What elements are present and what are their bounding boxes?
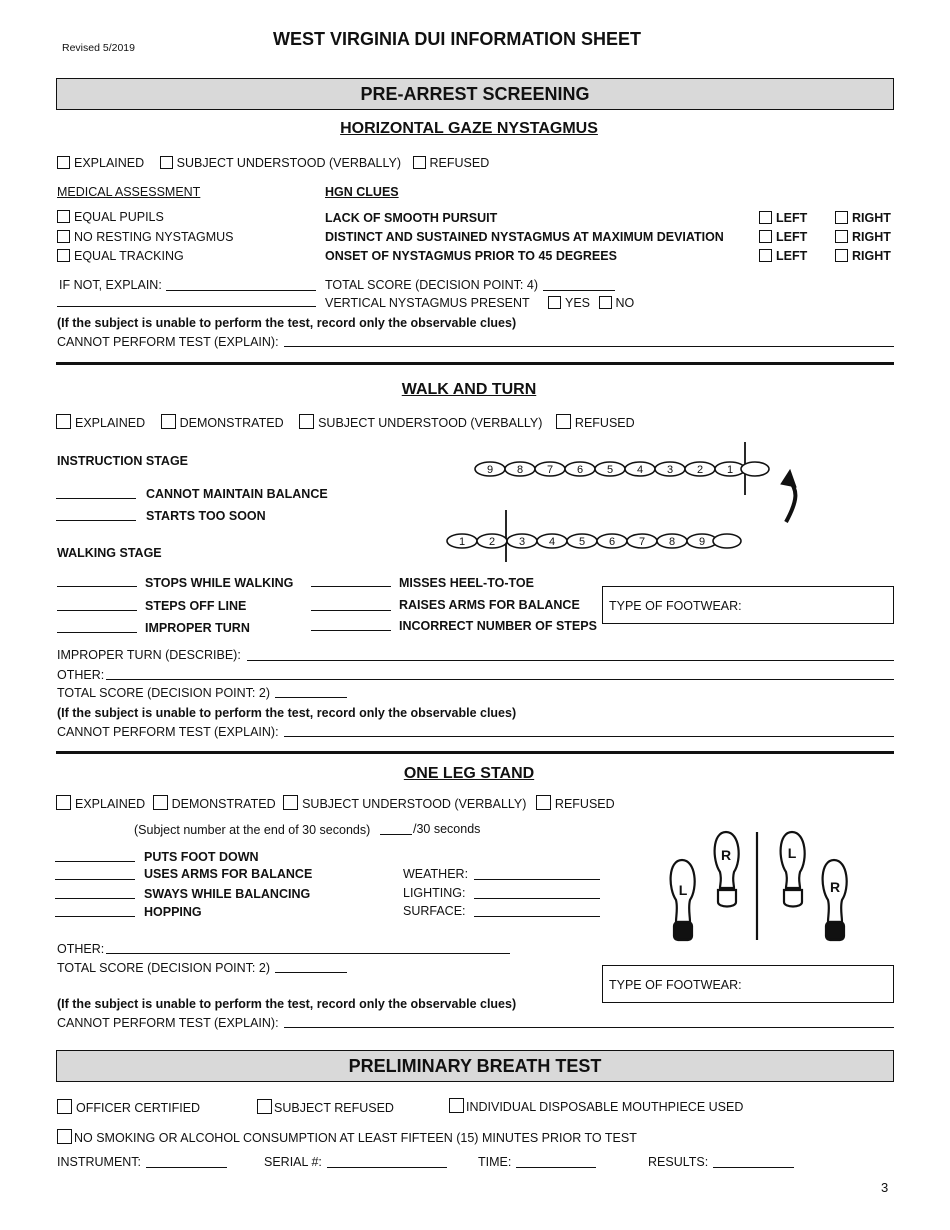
footstep-number: 3 [518, 536, 526, 548]
yes-label: YES [565, 296, 591, 310]
clue-label: RAISES ARMS FOR BALANCE [399, 598, 580, 612]
medical-item-label: EQUAL TRACKING [74, 249, 184, 263]
ols-checks [56, 795, 615, 811]
time-field[interactable] [516, 1167, 596, 1168]
hgn-note: (If the subject is unable to perform the test, record only the observable clues) [57, 316, 517, 330]
foot-left-2-heel [784, 890, 802, 907]
wat-title: WALK AND TURN [401, 381, 537, 398]
subject-refused-checkbox[interactable] [257, 1099, 272, 1114]
if-not-explain-line[interactable] [166, 290, 316, 291]
equal-pupils-checkbox[interactable] [57, 210, 70, 223]
clue-field[interactable] [55, 916, 135, 917]
wat-cannot-field[interactable] [284, 736, 894, 737]
no-smoking-checkbox[interactable] [57, 1129, 72, 1144]
one-leg-stand-diagram [660, 828, 860, 944]
foot-letter: R [829, 879, 841, 895]
results-label: RESULTS: [648, 1155, 709, 1169]
footstep-number: 4 [548, 536, 556, 548]
clue-field[interactable] [56, 520, 136, 521]
footstep-number: 8 [516, 464, 524, 476]
clue-label: CANNOT MAINTAIN BALANCE [146, 487, 328, 501]
right-checkbox[interactable] [835, 230, 848, 243]
ols-understood-checkbox[interactable] [283, 795, 298, 810]
ols-total-score-label: TOTAL SCORE (DECISION POINT: 2) [57, 961, 270, 975]
clue-field[interactable] [55, 861, 135, 862]
footwear-label: TYPE OF FOOTWEAR: [609, 599, 742, 613]
pbt-check [57, 1129, 637, 1145]
hgn-cannot-label: CANNOT PERFORM TEST (EXPLAIN): [57, 335, 279, 349]
wat-understood-checkbox[interactable] [299, 414, 314, 429]
vertical-nystagmus-label: VERTICAL NYSTAGMUS PRESENT [325, 296, 530, 310]
pbt-check [57, 1099, 200, 1115]
weather-field[interactable] [474, 879, 600, 880]
medical-item [57, 210, 164, 224]
pbt-check [449, 1098, 743, 1114]
hgn-total-score-label: TOTAL SCORE (DECISION POINT: 4) [325, 278, 538, 292]
equal-tracking-checkbox[interactable] [57, 249, 70, 262]
medical-assessment-label: MEDICAL ASSESSMENT [57, 185, 201, 199]
hgn-clue: ONSET OF NYSTAGMUS PRIOR TO 45 DEGREES [325, 249, 617, 263]
instruction-stage-label: INSTRUCTION STAGE [57, 454, 189, 468]
improper-turn-label: IMPROPER TURN (DESCRIBE): [57, 648, 241, 662]
wat-other-label: OTHER: [57, 668, 105, 682]
steps-bottom [447, 534, 741, 548]
ols-check-label: REFUSED [554, 797, 615, 811]
clue-label: STARTS TOO SOON [146, 509, 266, 523]
clue-label: SWAYS WHILE BALANCING [144, 887, 311, 901]
wat-check-label: DEMONSTRATED [179, 416, 284, 430]
hgn-lr-row [759, 211, 807, 225]
clue-label: MISSES HEEL-TO-TOE [399, 576, 534, 590]
footstep-number: 7 [546, 464, 554, 476]
right-label: RIGHT [852, 211, 891, 225]
ols-other-field[interactable] [106, 953, 510, 954]
hgn-checks [57, 156, 489, 170]
wat-refused-checkbox[interactable] [556, 414, 571, 429]
foot-letter: L [787, 845, 797, 861]
footstep-number: 1 [458, 536, 466, 548]
footstep-number: 6 [576, 464, 584, 476]
footstep-number: 8 [668, 536, 676, 548]
wat-check-label: EXPLAINED [75, 416, 146, 430]
left-checkbox[interactable] [759, 211, 772, 224]
medical-item [57, 249, 184, 263]
revised-date: Revised 5/2019 [62, 42, 135, 54]
footwear-label: TYPE OF FOOTWEAR: [609, 978, 742, 992]
pbt-check-label: SUBJECT REFUSED [274, 1101, 394, 1115]
clue-field[interactable] [311, 630, 391, 631]
pbt-check-label: OFFICER CERTIFIED [76, 1101, 201, 1115]
steps-top [475, 462, 769, 476]
left-label: LEFT [776, 249, 808, 263]
hgn-clue: LACK OF SMOOTH PURSUIT [325, 211, 498, 225]
wat-cannot-label: CANNOT PERFORM TEST (EXPLAIN): [57, 725, 279, 739]
wat-demonstrated-checkbox[interactable] [161, 414, 176, 429]
hgn-refused-checkbox[interactable] [413, 156, 426, 169]
page-title: WEST VIRGINIA DUI INFORMATION SHEET [273, 29, 641, 49]
vertical-yes-no [548, 296, 634, 310]
footstep-number: 9 [486, 464, 494, 476]
surface-label: SURFACE: [403, 904, 466, 918]
hgn-title: HORIZONTAL GAZE NYSTAGMUS [340, 120, 598, 137]
page-number: 3 [881, 1180, 889, 1195]
clue-label: IMPROPER TURN [145, 621, 250, 635]
footstep-number: 9 [698, 536, 706, 548]
mouthpiece-checkbox[interactable] [449, 1098, 464, 1113]
vertical-yes-checkbox[interactable] [548, 296, 561, 309]
clue-field[interactable] [311, 586, 391, 587]
pbt-check-label: NO SMOKING OR ALCOHOL CONSUMPTION AT LEAST FIFTEEN (15) MINUTES PRIOR TO TEST [74, 1131, 637, 1145]
footstep-number: 5 [606, 464, 614, 476]
clue-label: USES ARMS FOR BALANCE [144, 867, 313, 881]
medical-item [57, 230, 234, 244]
ols-check-label: EXPLAINED [75, 797, 146, 811]
hgn-lr-row [835, 249, 891, 263]
clue-label: INCORRECT NUMBER OF STEPS [399, 619, 597, 633]
hgn-check-label: SUBJECT UNDERSTOOD (VERBALLY) [176, 156, 402, 170]
ols-total-score-field[interactable] [275, 972, 347, 973]
footstep-number: 1 [726, 464, 734, 476]
clue-field[interactable] [56, 498, 136, 499]
lighting-field[interactable] [474, 898, 600, 899]
improper-turn-field[interactable] [247, 660, 894, 661]
ols-note: (If the subject is unable to perform the test, record only the observable clues) [57, 997, 517, 1011]
footstep-number: 6 [608, 536, 616, 548]
foot-letter: L [678, 882, 688, 898]
hgn-explained-checkbox[interactable] [57, 156, 70, 169]
results-field[interactable] [713, 1167, 794, 1168]
clue-label: STEPS OFF LINE [145, 599, 247, 613]
section-divider [56, 751, 894, 754]
right-checkbox[interactable] [835, 249, 848, 262]
footstep-turn [713, 534, 741, 548]
pbt-band [56, 1050, 894, 1082]
ols-check-label: SUBJECT UNDERSTOOD (VERBALLY) [302, 797, 527, 811]
subject-number-label: (Subject number at the end of 30 seconds) [134, 823, 371, 837]
hgn-lr-row [835, 230, 891, 244]
ols-explained-checkbox[interactable] [56, 795, 71, 810]
vertical-no-checkbox[interactable] [599, 296, 612, 309]
hgn-lr-row [759, 249, 807, 263]
pre-arrest-band [56, 78, 894, 110]
foot-right-2-heel [826, 922, 844, 940]
wat-explained-checkbox[interactable] [56, 414, 71, 429]
if-not-explain-label: IF NOT, EXPLAIN: [59, 278, 162, 292]
right-label: RIGHT [852, 230, 891, 244]
wat-other-field[interactable] [106, 679, 894, 680]
left-checkbox[interactable] [759, 249, 772, 262]
clue-label: STOPS WHILE WALKING [145, 576, 294, 590]
no-resting-nystagmus-checkbox[interactable] [57, 230, 70, 243]
instrument-label: INSTRUMENT: [57, 1155, 142, 1169]
ols-cannot-label: CANNOT PERFORM TEST (EXPLAIN): [57, 1016, 279, 1030]
time-label: TIME: [478, 1155, 512, 1169]
footstep-number: 4 [636, 464, 644, 476]
officer-certified-checkbox[interactable] [57, 1099, 72, 1114]
hgn-total-score-field[interactable] [543, 290, 615, 291]
wat-check-label: SUBJECT UNDERSTOOD (VERBALLY) [318, 416, 543, 430]
clue-field[interactable] [55, 879, 135, 880]
hgn-check-label: EXPLAINED [74, 156, 145, 170]
pbt-title: PRELIMINARY BREATH TEST [348, 1056, 602, 1076]
clue-field[interactable] [57, 632, 137, 633]
footstep-number: 5 [578, 536, 586, 548]
clue-label: HOPPING [144, 905, 202, 919]
wat-check-label: REFUSED [574, 416, 635, 430]
pre-arrest-title: PRE-ARREST SCREENING [360, 84, 590, 104]
clue-field[interactable] [57, 610, 137, 611]
medical-item-label: EQUAL PUPILS [74, 210, 164, 224]
clue-label: PUTS FOOT DOWN [144, 850, 259, 864]
ols-title: ONE LEG STAND [403, 765, 535, 782]
clue-field[interactable] [311, 610, 391, 611]
footstep-turn [741, 462, 769, 476]
footstep-number: 7 [638, 536, 646, 548]
weather-label: WEATHER: [403, 867, 469, 881]
instrument-field[interactable] [146, 1167, 227, 1168]
hgn-cannot-field[interactable] [284, 346, 894, 347]
medical-item-label: NO RESTING NYSTAGMUS [74, 230, 234, 244]
foot-letter: R [720, 847, 732, 863]
left-label: LEFT [776, 230, 808, 244]
lighting-label: LIGHTING: [403, 886, 466, 900]
walking-stage-label: WALKING STAGE [57, 546, 162, 560]
section-divider [56, 362, 894, 365]
footstep-number: 3 [666, 464, 674, 476]
hgn-clues-label: HGN CLUES [325, 185, 399, 199]
serial-field[interactable] [327, 1167, 447, 1168]
footstep-number: 2 [488, 536, 496, 548]
hgn-lr-row [835, 211, 891, 225]
seconds-label: /30 seconds [413, 822, 481, 836]
right-label: RIGHT [852, 249, 891, 263]
hgn-lr-row [759, 230, 807, 244]
surface-field[interactable] [474, 916, 600, 917]
wat-total-score-label: TOTAL SCORE (DECISION POINT: 2) [57, 686, 270, 700]
ols-cannot-field[interactable] [284, 1027, 894, 1028]
left-checkbox[interactable] [759, 230, 772, 243]
foot-left-1-heel [674, 922, 692, 940]
wat-note: (If the subject is unable to perform the test, record only the observable clues) [57, 706, 517, 720]
ols-check-label: DEMONSTRATED [171, 797, 276, 811]
if-not-explain-line-2[interactable] [57, 306, 316, 307]
ols-other-label: OTHER: [57, 942, 105, 956]
hgn-understood-checkbox[interactable] [160, 156, 173, 169]
serial-label: SERIAL #: [264, 1155, 322, 1169]
ols-demonstrated-checkbox[interactable] [153, 795, 168, 810]
wat-footwear-box[interactable] [602, 586, 894, 624]
footstep-number: 2 [696, 464, 704, 476]
clue-field[interactable] [55, 898, 135, 899]
left-label: LEFT [776, 211, 808, 225]
wat-total-score-field[interactable] [275, 697, 347, 698]
clue-field[interactable] [57, 586, 137, 587]
no-label: NO [615, 296, 635, 310]
ols-footwear-box[interactable] [602, 965, 894, 1003]
foot-right-1-heel [718, 890, 736, 907]
pbt-check-label: INDIVIDUAL DISPOSABLE MOUTHPIECE USED [466, 1100, 744, 1114]
wat-checks [56, 414, 635, 430]
pbt-check [257, 1099, 394, 1115]
hgn-clue: DISTINCT AND SUSTAINED NYSTAGMUS AT MAXIMUM DEVIATION [325, 230, 724, 244]
subject-number-field[interactable] [380, 834, 412, 835]
right-checkbox[interactable] [835, 211, 848, 224]
hgn-check-label: REFUSED [429, 156, 490, 170]
ols-refused-checkbox[interactable] [536, 795, 551, 810]
walk-and-turn-diagram [440, 440, 810, 565]
